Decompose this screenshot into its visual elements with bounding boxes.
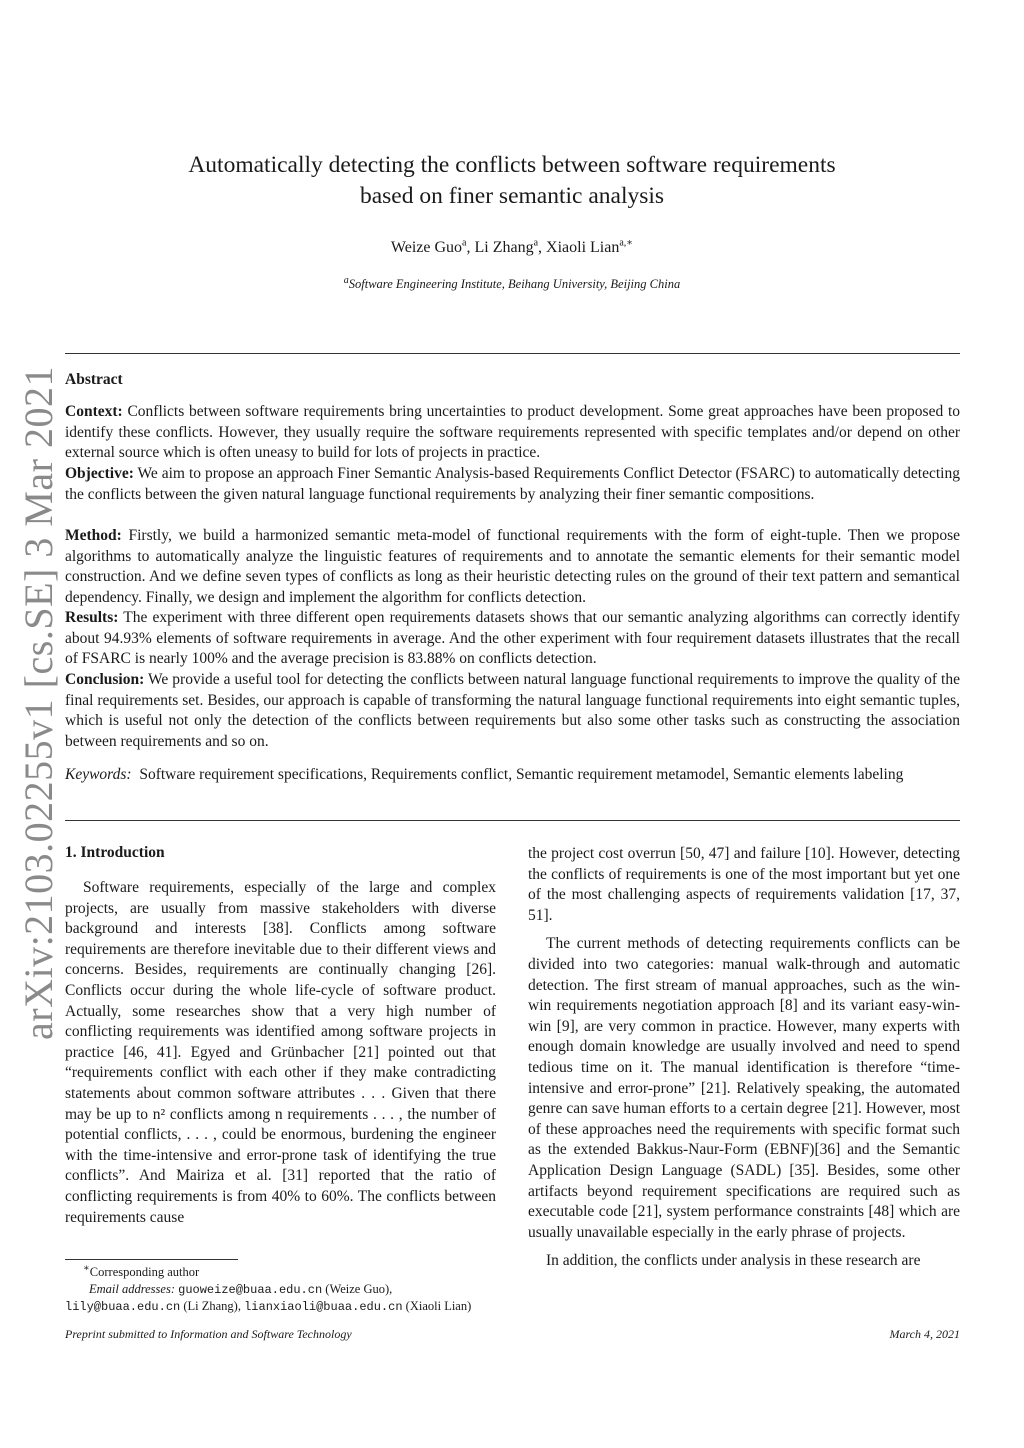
intro-paragraph-3: The current methods of detecting requirements conflicts can be divided into two categories: manual walk-through and automatic detection. The first stream of manual approaches, such as the win-win requirements negotiation approach [8] and its variant easy-win-win [9], are very common in practice. However, many experts with enough domain knowledge are usually involved and need to spend tedious time on it. The manual identification is therefore “time-intensive and error-prone” [21]. Relatively speaking, the automated genre can save human efforts to a certain degree [21]. However, most of these approaches need the requirements with specific format such as the extended Bakkus-Naur-Form (EBNF)[36] and the Semantic Application Design Language (SADL) [35]. Besides, some other artifacts beyond requirement specifications are required such as executable code [21], system performance constraints [48] which are usually unavailable especially in the early phrase of projects. <box>528 935 960 1241</box>
email-owner: (Li Zhang), <box>183 1299 241 1313</box>
right-column <box>528 844 960 1272</box>
author-name: Li Zhang <box>474 239 534 256</box>
footer-date: March 4, 2021 <box>889 1327 960 1341</box>
footnote-emails-2 <box>65 1297 525 1316</box>
affiliation <box>0 274 1024 292</box>
author-name: Xiaoli Lian <box>546 239 620 256</box>
author-name: Weize Guo <box>390 239 463 256</box>
corresponding-text: Corresponding author <box>89 1265 200 1279</box>
keywords-text: Software requirement specifications, Requirements conflict, Semantic requirement metamodel, Semantic elements labeling <box>139 766 904 783</box>
abstract-heading: Abstract <box>65 371 123 388</box>
affiliation-text: Software Engineering Institute, Beihang University, Beijing China <box>348 277 681 291</box>
affiliation-mark: a <box>343 274 349 286</box>
bottom-divider <box>65 820 960 821</box>
method-text: Firstly, we build a harmonized semantic meta-model of functional requirements with the form of eight-tuple. Then we propose algorithms to automatically analyze the linguistic features of requirements and to annotate the semantic elements for their semantic model construction. And we define seven types of conflicts as long as their heuristic detecting rules on the ground of their text pattern and semantical dependency. Finally, we design and implement the algorithm for conflicts detection. <box>65 527 960 606</box>
footer-journal: Preprint submitted to Information and Software Technology <box>65 1327 352 1341</box>
intro-paragraph-1: Software requirements, especially of the large and complex projects, are usually from massive stakeholders with diverse background and interests [38]. Conflicts among software requirements are therefore inevitable due to their different views and concerns. Besides, requirements are continually changing [26]. Conflicts occur during the whole life-cycle of software product. Actually, some researches show that a very high number of conflicting requirements was identified among software projects in practice [46, 41]. Egyed and Grünbacher [21] pointed out that “requirements conflict with each other if they make contradicting statements about common software attributes . . . Given that there may be up to n² conflicts among n requirements . . . , the number of potential conflicts, . . . , could be enormous, burdening the engineer with the time-intensive and error-prone task of identifying the true conflicts”. And Mairiza et al. [31] reported that the ratio of conflicting requirements is from 40% to 60%. The conflicts between requirements cause <box>65 879 496 1226</box>
email-label: Email addresses: <box>89 1282 175 1296</box>
conclusion-text: We provide a useful tool for detecting the conflicts between natural language functional requirements to improve the quality of the final requirements set. Besides, our approach is capable of transforming the natural language functional requirements into eight semantic tuples, which is useful not only the detection of the conflicts between requirements but also some other tasks such as constructing the association between requirements and so on. <box>65 671 960 750</box>
title-line-2: based on finer semantic analysis <box>359 183 665 209</box>
objective-text: We aim to propose an approach Finer Semantic Analysis-based Requirements Conflict Detector (FSARC) to automatically detecting the conflicts between the given natural language functional requirements by analyzing their finer semantic compositions. <box>65 465 960 503</box>
arxiv-identifier: arXiv:2103.02255v1 [cs.SE] 3 Mar 2021 <box>16 366 61 1040</box>
intro-paragraph-4: In addition, the conflicts under analysis in these research are <box>546 1252 921 1270</box>
paper-title <box>0 150 1024 212</box>
objective-label: Objective: <box>65 465 134 482</box>
author-list: Weize Guo$^a$, Li Zhang$^a$, Xiaoli Lian$^{a,∗}$ <box>390 237 634 256</box>
author-affil-mark: a <box>462 237 467 249</box>
keywords <box>65 764 960 785</box>
method-label: Method: <box>65 527 122 544</box>
abstract-results <box>65 608 960 670</box>
footnote-corresponding <box>65 1263 543 1281</box>
email-link[interactable]: guoweize@buaa.edu.cn <box>178 1283 323 1297</box>
abstract-conclusion <box>65 670 960 752</box>
results-label: Results: <box>65 609 119 626</box>
email-link[interactable]: lily@buaa.edu.cn <box>65 1300 181 1314</box>
top-divider <box>65 353 960 354</box>
footnote-rule <box>65 1259 238 1260</box>
results-text: The experiment with three different open requirements datasets shows that our semantic analyzing algorithms can correctly identify about 94.93% elements of software requirements in average. And the other experiment with four requirement datasets illustrates that the recall of FSARC is nearly 100% and the average precision is 83.88% on conflicts detection. <box>65 609 960 668</box>
keywords-label: Keywords: <box>65 766 132 783</box>
email-link[interactable]: lianxiaoli@buaa.edu.cn <box>244 1300 403 1314</box>
title-line-1: Automatically detecting the conflicts between software requirements <box>188 152 836 178</box>
abstract-objective <box>65 464 960 505</box>
context-label: Context: <box>65 403 123 420</box>
intro-paragraph-2: the project cost overrun [50, 47] and failure [10]. However, detecting the conflicts of requirements is one of the most important but yet one of the most challenging aspects of requirements validation [17, 37, 51]. <box>528 845 960 924</box>
abstract-method <box>65 526 960 608</box>
author-affil-mark: a <box>533 237 539 249</box>
footnote-mark: ∗ <box>83 1262 90 1274</box>
context-text: Conflicts between software requirements bring uncertainties to product development. Some great approaches have been proposed to identify these conflicts. However, they usually require the software requirements represented with specific templates and/or depend on other external source which is often uneasy to build for lots of projects in practice. <box>65 403 960 462</box>
left-column <box>65 878 496 1228</box>
author-affil-mark: a,∗ <box>619 237 634 249</box>
email-owner: (Xiaoli Lian) <box>405 1299 472 1313</box>
abstract-context <box>65 402 960 464</box>
email-owner: (Weize Guo), <box>325 1282 393 1296</box>
conclusion-label: Conclusion: <box>65 671 145 688</box>
section-heading: 1. Introduction <box>65 844 165 861</box>
